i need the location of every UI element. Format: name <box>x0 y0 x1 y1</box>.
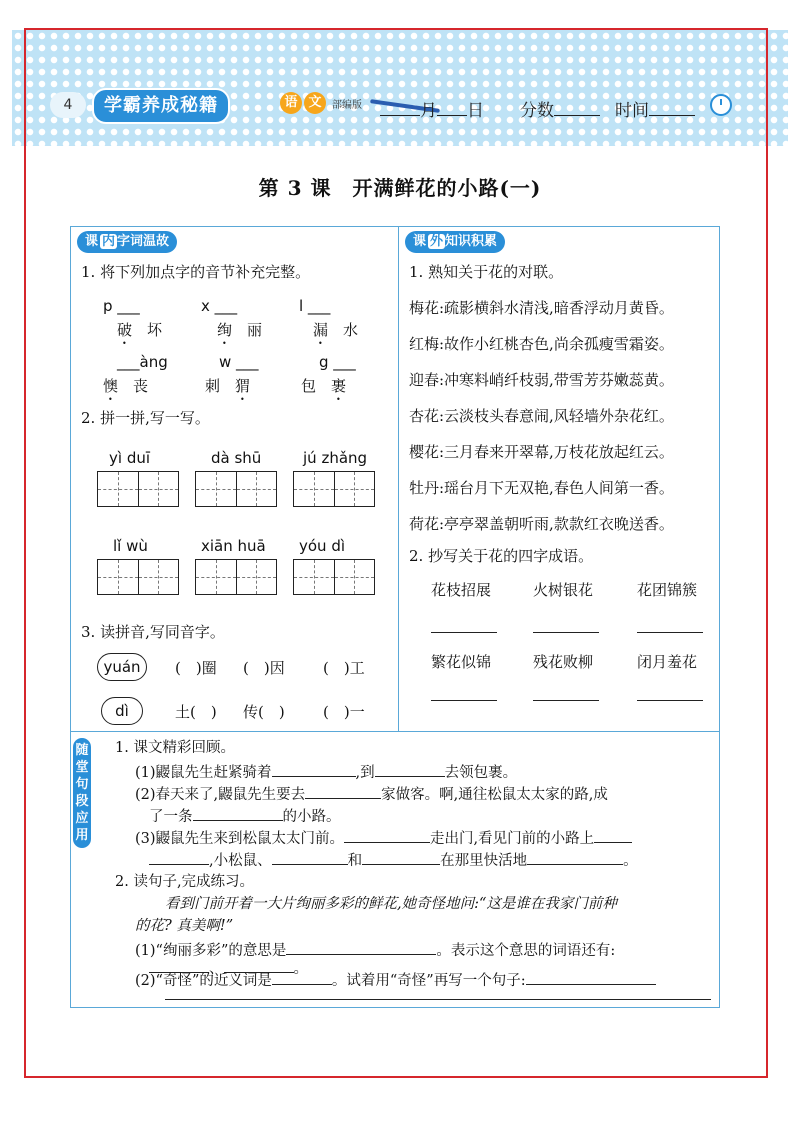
pinyin-word: xiān huā <box>201 537 266 555</box>
couplet-line: 梅花:疏影横斜水清浅,暗香浮动月黄昏。 <box>409 299 674 317</box>
idiom: 火树银花 <box>533 581 594 599</box>
writing-grid[interactable] <box>195 471 277 507</box>
pinyin-blank[interactable]: p ___ <box>103 297 140 315</box>
exercise-line-1: (1)“绚丽多彩”的意思是 。表示这个意思的词语还有: <box>135 938 615 961</box>
passage-line: 看到门前开着一大片绚丽多彩的鲜花,她奇怪地问:“这是谁在我家门前种 <box>165 896 617 912</box>
homophone-blank[interactable]: ( )圈 <box>175 659 217 677</box>
q1-prompt: 1. 将下列加点字的音节补充完整。 <box>81 263 311 281</box>
copy-blank[interactable] <box>637 631 703 633</box>
section-tag-vocab: 课 内 字词温故 <box>77 231 177 253</box>
score-field <box>520 96 600 121</box>
idiom: 花团锦簇 <box>637 581 698 599</box>
r-q1-prompt: 1. 熟知关于花的对联。 <box>409 263 564 281</box>
pinyin-blank[interactable]: l ___ <box>299 297 331 315</box>
copy-blank[interactable] <box>533 631 599 633</box>
header-bar <box>50 88 740 128</box>
section-tag-practice: 随 堂 句 段 应 用 <box>73 738 91 848</box>
subject-badge-2: 文 <box>304 92 326 114</box>
month-label: 月 <box>420 101 437 121</box>
idiom: 繁花似锦 <box>431 653 492 671</box>
couplet-line: 迎春:冲寒料峭纤枝弱,带雪芳芬嫩蕊黄。 <box>409 371 674 389</box>
sentence-blank[interactable] <box>165 998 711 1000</box>
score-blank[interactable] <box>554 97 600 116</box>
pinyin-oval: dì <box>101 697 143 725</box>
writing-grid[interactable] <box>293 559 375 595</box>
writing-grid[interactable] <box>293 471 375 507</box>
clock-icon <box>710 94 732 116</box>
recall-line-3b: ,小松鼠、 和 在那里快活地 。 <box>149 848 638 871</box>
pinyin-word: lǐ wù <box>113 537 148 555</box>
copy-blank[interactable] <box>431 631 497 633</box>
date-field <box>380 96 484 121</box>
panel-knowledge <box>398 226 720 732</box>
recall-line-3: (3)鼹鼠先生来到松鼠太太门前。 走出门,看见门前的小路上 <box>135 826 632 849</box>
recall-line-2: (2)春天来了,鼹鼠先生要去 家做客。啊,通往松鼠太太家的路,成 <box>135 782 608 805</box>
homophone-blank[interactable]: 传( ) <box>243 703 285 721</box>
time-blank[interactable] <box>649 97 695 116</box>
day-blank[interactable] <box>437 97 467 116</box>
recall-line-1: (1)鼹鼠先生赶紧骑着 ,到 去领包裹。 <box>135 760 517 783</box>
lesson-title: 第 3 课 开满鲜花的小路(一) <box>258 176 542 200</box>
passage-line: 的花? 真美啊!” <box>135 918 234 934</box>
char-pair: 包 裹 <box>301 377 347 395</box>
pinyin-word: yóu dì <box>299 537 346 555</box>
time-field <box>615 96 695 121</box>
homophone-blank[interactable]: 土( ) <box>175 703 217 721</box>
writing-grid[interactable] <box>97 471 179 507</box>
pinyin-blank[interactable]: w ___ <box>219 353 259 371</box>
time-label: 时间 <box>615 101 649 121</box>
idiom: 残花败柳 <box>533 653 594 671</box>
char-pair: 绚 丽 <box>217 321 263 339</box>
b-q1-prompt: 1. 课文精彩回顾。 <box>115 740 235 756</box>
page-number: 4 <box>50 92 86 118</box>
copy-blank[interactable] <box>431 699 497 701</box>
pinyin-word: yì duī <box>109 449 151 467</box>
exercise-line-1b: 、 。 <box>149 956 308 979</box>
panel-sentence-practice <box>70 731 720 1008</box>
homophone-blank[interactable]: ( )一 <box>323 703 365 721</box>
panel-vocab-review <box>70 226 399 732</box>
couplet-line: 牡丹:瑶台月下无双艳,春色人间第一香。 <box>409 479 674 497</box>
copy-blank[interactable] <box>533 699 599 701</box>
pinyin-blank[interactable]: x ___ <box>201 297 238 315</box>
pinyin-oval: yuán <box>97 653 147 681</box>
brand-title: 学霸养成秘籍 <box>92 88 230 124</box>
pinyin-blank[interactable]: g ___ <box>319 353 356 371</box>
section-tag-knowledge: 课 外 知识积累 <box>405 231 505 253</box>
r-q2-prompt: 2. 抄写关于花的四字成语。 <box>409 547 594 565</box>
subject-badge-1: 语 <box>280 92 302 114</box>
couplet-line: 荷花:亭亭翠盖朝听雨,款款红衣晚送香。 <box>409 515 674 533</box>
idiom: 花枝招展 <box>431 581 492 599</box>
char-pair: 破 坏 <box>117 321 163 339</box>
b-q2-prompt: 2. 读句子,完成练习。 <box>115 874 255 890</box>
couplet-line: 樱花:三月春来开翠幕,万枝花放起红云。 <box>409 443 674 461</box>
month-blank[interactable] <box>380 97 420 116</box>
exercise-line-2: (2)“奇怪”的近义词是 。试着用“奇怪”再写一个句子: <box>135 968 656 991</box>
pinyin-word: jú zhǎng <box>303 449 368 467</box>
pinyin-word: dà shū <box>211 449 262 467</box>
pinyin-blank[interactable]: ___àng <box>117 353 168 371</box>
writing-grid[interactable] <box>97 559 179 595</box>
char-pair: 漏 水 <box>313 321 359 339</box>
copy-blank[interactable] <box>637 699 703 701</box>
homophone-blank[interactable]: ( )因 <box>243 659 285 677</box>
char-pair: 刺 猬 <box>205 377 251 395</box>
score-label: 分数 <box>520 101 554 121</box>
idiom: 闭月羞花 <box>637 653 698 671</box>
homophone-blank[interactable]: ( )工 <box>323 659 365 677</box>
couplet-line: 红梅:故作小红桃杏色,尚余孤瘦雪霜姿。 <box>409 335 674 353</box>
edition-label: 部编版 <box>332 100 362 111</box>
writing-grid[interactable] <box>195 559 277 595</box>
recall-line-2b: 了一条 的小路。 <box>149 804 341 827</box>
day-label: 日 <box>467 101 484 121</box>
char-pair: 懊 丧 <box>103 377 149 395</box>
q2-prompt: 2. 拼一拼,写一写。 <box>81 409 210 427</box>
couplet-line: 杏花:云淡枝头春意闹,风轻墙外杂花红。 <box>409 407 674 425</box>
q3-prompt: 3. 读拼音,写同音字。 <box>81 623 225 641</box>
